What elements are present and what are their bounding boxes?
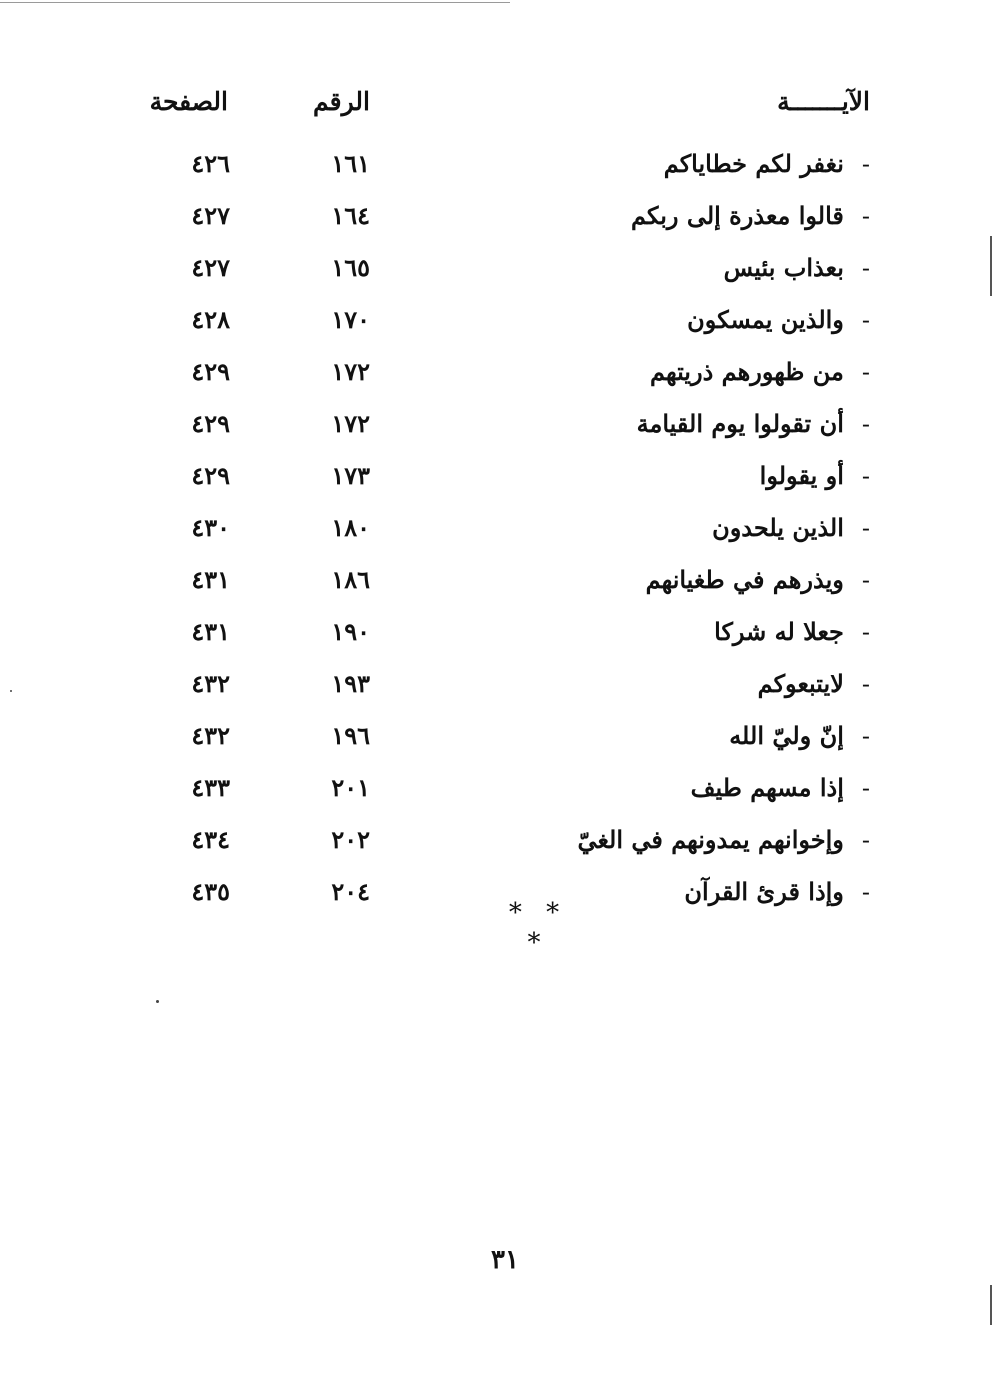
verse-cell: [724, 242, 870, 294]
verse-text: أو يقولوا: [759, 461, 844, 490]
table-row: [150, 554, 870, 606]
top-rule: [0, 2, 510, 3]
page-reference-cell: ٤٢٨: [191, 305, 230, 334]
verse-text: ويذرهم في طغيانهم: [645, 565, 844, 594]
bullet-dash: -: [861, 254, 870, 282]
table-row: [150, 346, 870, 398]
verse-cell: [691, 762, 870, 814]
bullet-dash: -: [861, 618, 870, 646]
bullet-dash: -: [861, 774, 870, 802]
verse-number-cell: ١٧٢: [331, 357, 370, 386]
index-rows: [150, 138, 870, 918]
page-reference-cell: ٤٣٤: [191, 825, 230, 854]
verse-text: أن تقولوا يوم القيامة: [636, 409, 844, 438]
bullet-dash: -: [861, 202, 870, 230]
verse-text: وإذا قرئ القرآن: [684, 877, 844, 906]
verse-number-cell: ١٦٤: [331, 201, 370, 230]
bullet-dash: -: [861, 670, 870, 698]
table-row: [150, 502, 870, 554]
bullet-dash: -: [861, 566, 870, 594]
verse-text: جعلا له شركا: [714, 617, 844, 646]
verse-number-cell: ١٩٣: [331, 669, 370, 698]
verse-number-cell: ١٧٣: [331, 461, 370, 490]
verse-cell: [760, 450, 870, 502]
table-row: [150, 138, 870, 190]
scan-edge-mark: [990, 236, 992, 296]
verse-text: الذين يلحدون: [712, 513, 844, 542]
page-reference-cell: ٤٣٥: [191, 877, 230, 906]
bullet-dash: -: [861, 306, 870, 334]
verse-number-cell: ١٦٥: [331, 253, 370, 282]
page-reference-cell: ٤٣١: [191, 617, 230, 646]
verse-text: والذين يمسكون: [687, 305, 844, 334]
page-reference-cell: ٤٣٣: [191, 773, 230, 802]
verse-number-cell: ٢٠١: [331, 773, 370, 802]
table-row: [150, 658, 870, 710]
page-reference-cell: ٤٣٢: [191, 721, 230, 750]
number-column-header: الرقم: [313, 87, 370, 116]
verse-cell: [650, 346, 870, 398]
header-row: [150, 78, 870, 138]
table-row: [150, 294, 870, 346]
verse-cell: [646, 554, 870, 606]
verse-text: بعذاب بئيس: [723, 253, 844, 282]
verse-cell: [712, 502, 870, 554]
table-row: [150, 450, 870, 502]
verse-text: قالوا معذرة إلى ربكم: [630, 201, 844, 230]
verse-cell: [684, 866, 870, 918]
verse-cell: [637, 398, 870, 450]
verse-text: لايتبعوكم: [757, 669, 844, 698]
bullet-dash: -: [861, 722, 870, 750]
verse-cell: [729, 710, 870, 762]
page-column-header: الصفحة: [149, 87, 228, 116]
table-row: [150, 190, 870, 242]
page-reference-cell: ٤٢٩: [191, 409, 230, 438]
verse-column-header: الآيـــــــة: [777, 87, 870, 116]
bullet-dash: -: [861, 462, 870, 490]
table-row: [150, 398, 870, 450]
verse-text: وإخوانهم يمدونهم في الغيّ: [577, 825, 844, 854]
verse-text: إذا مسهم طيف: [690, 773, 844, 802]
table-row: [150, 710, 870, 762]
page-reference-cell: ٤٣٠: [191, 513, 230, 542]
verse-number-cell: ١٩٠: [331, 617, 370, 646]
verse-text: نغفر لكم خطاياكم: [663, 149, 844, 178]
bullet-dash: -: [861, 410, 870, 438]
scan-speck: [10, 690, 12, 692]
page-reference-cell: ٤٢٩: [191, 357, 230, 386]
bullet-dash: -: [861, 878, 870, 906]
verse-cell: [577, 814, 870, 866]
verse-number-cell: ١٦١: [331, 149, 370, 178]
verse-cell: [714, 606, 870, 658]
verse-number-cell: ١٨٦: [331, 565, 370, 594]
bullet-dash: -: [861, 358, 870, 386]
bullet-dash: -: [861, 826, 870, 854]
verse-number-cell: ١٨٠: [331, 513, 370, 542]
verse-cell: [631, 190, 870, 242]
scan-edge-mark: [990, 1285, 992, 1325]
verse-number-cell: ١٩٦: [331, 721, 370, 750]
verse-cell: [758, 658, 870, 710]
table-row: [150, 762, 870, 814]
page-reference-cell: ٤٢٧: [191, 253, 230, 282]
verse-number-cell: ٢٠٢: [331, 825, 370, 854]
page-reference-cell: ٤٢٩: [191, 461, 230, 490]
page-reference-cell: ٤٢٦: [191, 149, 230, 178]
page-number: ٣١: [491, 1245, 519, 1275]
verse-number-cell: ١٧٠: [331, 305, 370, 334]
verse-number-cell: ١٧٢: [331, 409, 370, 438]
verse-text: من ظهورهم ذريتهم: [650, 357, 844, 386]
bullet-dash: -: [861, 514, 870, 542]
verse-number-cell: ٢٠٤: [331, 877, 370, 906]
verse-text: إنّ وليّ الله: [729, 721, 844, 750]
table-row: [150, 242, 870, 294]
section-separator: * * *: [508, 898, 568, 958]
verse-index-table: [150, 78, 870, 918]
page-reference-cell: ٤٣٢: [191, 669, 230, 698]
bullet-dash: -: [861, 150, 870, 178]
scan-speck: [156, 1000, 159, 1003]
verse-cell: [664, 138, 870, 190]
page-reference-cell: ٤٣١: [191, 565, 230, 594]
table-row: [150, 606, 870, 658]
page-reference-cell: ٤٢٧: [191, 201, 230, 230]
verse-cell: [687, 294, 870, 346]
table-row: [150, 814, 870, 866]
